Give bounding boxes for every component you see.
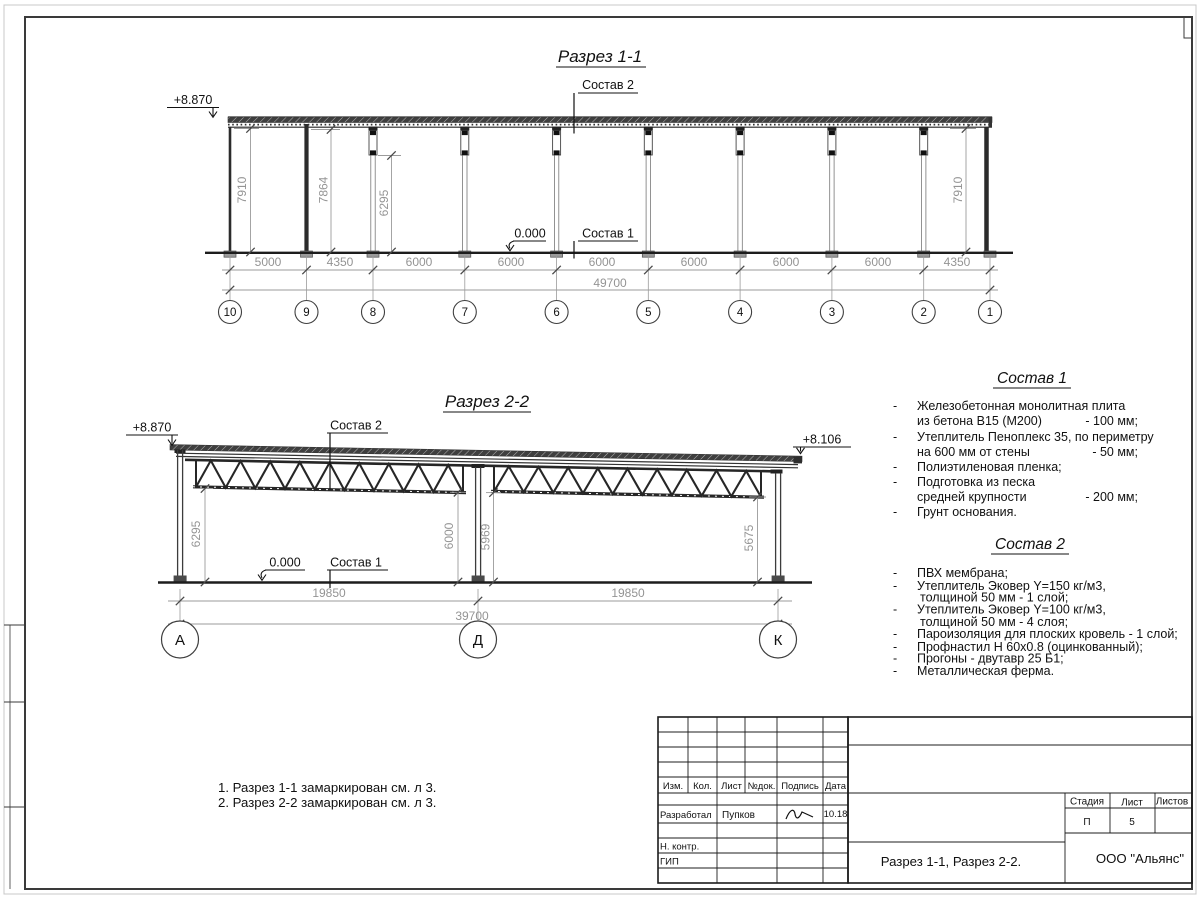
svg-text:4: 4 [736, 307, 744, 319]
svg-text:7910: 7910 [235, 176, 249, 204]
svg-text:А: А [174, 632, 186, 649]
stage-value: П [1083, 817, 1091, 828]
svg-text:4350: 4350 [326, 255, 354, 269]
sheets-label: Листов [1155, 796, 1189, 808]
elevation-zero-label: 0.000 [514, 226, 546, 241]
gip-label: ГИП [660, 856, 679, 868]
elevation-zero-label-s2: 0.000 [269, 555, 301, 570]
section-1-1-drawing [167, 93, 1013, 324]
svg-text:-: - [893, 640, 898, 654]
svg-text:7864: 7864 [316, 176, 331, 204]
svg-text:9: 9 [303, 307, 310, 319]
span-dimension-values [255, 255, 971, 269]
svg-text:- 100 мм;: - 100 мм; [1085, 414, 1138, 428]
svg-text:из бетона В15 (М200): из бетона В15 (М200) [917, 414, 1042, 428]
signature-scribble [786, 810, 813, 819]
svg-text:-: - [893, 475, 898, 489]
svg-text:на 600 мм от стены: на 600 мм от стены [917, 445, 1030, 459]
svg-text:6295: 6295 [377, 189, 391, 217]
span-dimension-values-s2 [312, 586, 645, 600]
svg-text:ПВХ мембрана;: ПВХ мембрана; [917, 566, 1008, 580]
left-filing-boxes [4, 625, 25, 889]
svg-text:-: - [893, 651, 898, 666]
document-title: Разрез 1-1, Разрез 2-2. [880, 854, 1022, 869]
svg-text:6000: 6000 [680, 255, 708, 269]
note-1: 1. Разрез 1-1 замаркирован см. л 3. [218, 780, 437, 795]
section-1-1-text [174, 47, 994, 319]
total-dimension-value: 49700 [593, 276, 627, 290]
composition2-title: Состав 2 [995, 536, 1065, 553]
svg-text:6: 6 [553, 307, 560, 319]
svg-text:-: - [893, 579, 898, 593]
axis-bubble-labels-s1 [224, 307, 994, 319]
stage-label: Стадия [1069, 796, 1105, 808]
svg-text:5675: 5675 [742, 524, 756, 552]
elevation-left-label: +8.870 [132, 420, 172, 435]
svg-text:7: 7 [461, 307, 469, 319]
svg-text:-: - [893, 566, 898, 580]
svg-text:Пароизоляция для плоских крове: Пароизоляция для плоских кровель - 1 слой; [917, 627, 1178, 641]
svg-text:3: 3 [828, 307, 836, 319]
svg-text:-: - [893, 460, 898, 474]
composition-2-block [893, 536, 1178, 678]
date-value: 10.18 [823, 809, 848, 820]
roof-slab-band [228, 117, 992, 123]
sheet-label: Лист [1121, 797, 1143, 809]
notes-block [218, 780, 436, 810]
callout-roof-label-s2: Состав 2 [330, 418, 382, 433]
svg-text:6000: 6000 [772, 255, 800, 269]
svg-text:10: 10 [223, 307, 237, 319]
composition1-list [893, 399, 1154, 519]
sheet-value: 5 [1129, 817, 1135, 828]
svg-text:Лист: Лист [721, 781, 742, 792]
svg-text:Прогоны - двутавр 25 Б1;: Прогоны - двутавр 25 Б1; [917, 651, 1064, 666]
svg-text:Утеплитель Эковер Y=150 кг/м3,: Утеплитель Эковер Y=150 кг/м3, [917, 579, 1106, 593]
svg-text:К: К [773, 632, 783, 649]
svg-text:Профнастил Н 60х0.8 (оцинкован: Профнастил Н 60х0.8 (оцинкованный); [917, 640, 1143, 654]
svg-text:7910: 7910 [951, 176, 965, 204]
svg-text:Дата: Дата [824, 781, 847, 792]
svg-text:Грунт основания.: Грунт основания. [917, 505, 1017, 519]
svg-text:6000: 6000 [588, 255, 616, 269]
svg-text:Металлическая ферма.: Металлическая ферма. [917, 664, 1055, 678]
svg-text:6000: 6000 [864, 255, 892, 269]
height-dimension-values-s2 [189, 520, 756, 551]
elevation-top-label: +8.870 [173, 93, 213, 107]
svg-text:1: 1 [986, 307, 994, 319]
axis-bubble-labels-s2 [175, 632, 783, 649]
svg-text:Подпись: Подпись [781, 781, 819, 792]
composition1-title: Состав 1 [997, 370, 1067, 387]
intermediate-columns [369, 127, 929, 251]
height-dimension-values [235, 176, 965, 216]
svg-text:- 50 мм;: - 50 мм; [1092, 445, 1138, 459]
total-dimension-value-s2: 39700 [455, 609, 489, 623]
section1-title: Разрез 1-1 [557, 47, 643, 66]
svg-text:2: 2 [920, 307, 927, 319]
corner-mark-box [1184, 17, 1192, 38]
svg-text:-: - [893, 627, 898, 641]
svg-text:толщиной 50 мм - 1 слой;: толщиной 50 мм - 1 слой; [920, 590, 1069, 605]
developer-label: Разработал [660, 810, 712, 821]
normcontrol-label: Н. контр. [660, 841, 700, 853]
title-block-header-labels [663, 781, 847, 792]
truss-1 [185, 460, 472, 493]
svg-text:8: 8 [369, 307, 377, 319]
svg-text:19850: 19850 [611, 586, 645, 600]
svg-text:Д: Д [472, 632, 484, 649]
axis-bubbles-s1 [219, 301, 1002, 324]
svg-text:5969: 5969 [478, 523, 493, 551]
svg-text:-: - [893, 505, 898, 519]
svg-text:средней крупности: средней крупности [917, 490, 1027, 504]
company-name: ООО "Альянс" [1095, 851, 1185, 866]
svg-text:Кол.: Кол. [693, 781, 712, 792]
developer-name: Пупков [722, 810, 755, 821]
svg-text:6295: 6295 [189, 520, 203, 548]
callout-floor-label-s2: Состав 1 [330, 555, 382, 570]
elevation-mark-top [167, 108, 219, 118]
section-2-2-text [133, 392, 842, 649]
svg-text:Утеплитель Пеноплекс 35, по пе: Утеплитель Пеноплекс 35, по периметру [917, 430, 1154, 444]
svg-text:6000: 6000 [442, 522, 456, 550]
elevation-right-label: +8.106 [802, 432, 842, 447]
truss-2 [484, 466, 772, 498]
title-block [658, 717, 1192, 883]
svg-text:-: - [893, 664, 898, 678]
elevation-mark-zero [506, 241, 546, 251]
svg-text:-: - [893, 430, 898, 444]
svg-text:-: - [893, 602, 898, 617]
note-2: 2. Разрез 2-2 замаркирован см. л 3. [218, 795, 437, 810]
svg-text:- 200 мм;: - 200 мм; [1085, 490, 1138, 504]
svg-text:6000: 6000 [497, 255, 525, 269]
svg-text:5000: 5000 [254, 255, 282, 269]
svg-text:-: - [893, 399, 898, 413]
svg-text:Полиэтиленовая пленка;: Полиэтиленовая пленка; [917, 460, 1062, 474]
svg-text:Изм.: Изм. [662, 781, 684, 792]
callout-roof-label: Состав 2 [582, 78, 634, 92]
section2-title: Разрез 2-2 [444, 392, 530, 411]
composition2-list [893, 566, 1178, 678]
svg-text:толщиной 50 мм - 4 слоя;: толщиной 50 мм - 4 слоя; [920, 615, 1069, 629]
svg-text:5: 5 [645, 307, 652, 319]
svg-text:4350: 4350 [943, 255, 971, 269]
svg-text:№док.: №док. [747, 781, 776, 792]
svg-text:Подготовка из песка: Подготовка из песка [917, 475, 1036, 489]
svg-text:19850: 19850 [312, 586, 346, 600]
svg-text:Утеплитель Эковер Y=100 кг/м3,: Утеплитель Эковер Y=100 кг/м3, [917, 602, 1106, 617]
composition-1-block [893, 370, 1154, 519]
svg-text:Железобетонная монолитная пли: Железобетонная монолитная плита [917, 399, 1126, 413]
svg-text:6000: 6000 [405, 255, 433, 269]
callout-floor-label: Состав 1 [582, 226, 634, 241]
